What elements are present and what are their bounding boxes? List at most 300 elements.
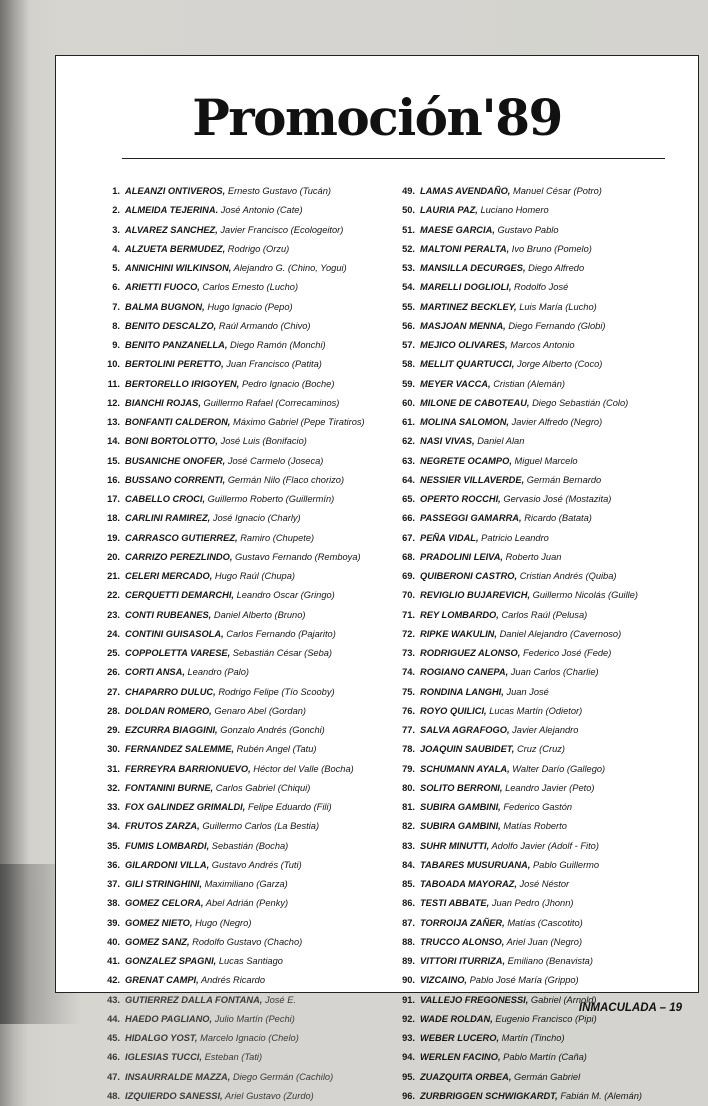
entry-number: 80.: [402, 782, 415, 793]
student-entry: [391, 856, 691, 875]
student-entry: [96, 298, 396, 317]
entry-number: 38.: [107, 898, 120, 909]
entry-surnames: BONI BORTOLOTTO,: [125, 436, 218, 447]
entry-surnames: RONDINA LANGHI,: [420, 686, 504, 697]
entry-given-names: Sebastián César (Seba): [232, 648, 333, 658]
entry-surnames: ROYO QUILICI,: [420, 705, 487, 716]
entry-given-names: Roberto Juan: [505, 551, 562, 562]
entry-given-names: José E.: [264, 994, 296, 1005]
student-entry: [96, 625, 396, 644]
entry-number: 44.: [107, 1013, 120, 1024]
entry-number: 94.: [402, 1052, 415, 1063]
entry-number: 92.: [402, 1013, 415, 1024]
student-list-right: [391, 182, 691, 1106]
entry-number: 91.: [402, 994, 415, 1005]
entry-number: 18.: [107, 513, 120, 524]
entry-number: 45.: [107, 1033, 120, 1043]
entry-given-names: Maximiliano (Garza): [204, 879, 288, 889]
entry-number: 69.: [402, 571, 415, 581]
entry-surnames: MILONE DE CABOTEAU,: [420, 397, 530, 408]
student-entry: [96, 991, 396, 1010]
entry-number: 16.: [107, 474, 120, 485]
entry-given-names: Federico José (Fede): [522, 648, 612, 658]
student-entry: [96, 702, 396, 721]
entry-number: 6.: [112, 282, 120, 293]
entry-number: 85.: [402, 879, 415, 889]
entry-number: 36.: [107, 859, 120, 870]
entry-surnames: BERTORELLO IRIGOYEN,: [125, 378, 240, 389]
student-entry: [391, 914, 691, 933]
entry-surnames: CERQUETTI DEMARCHI,: [125, 590, 234, 601]
entry-surnames: ALEANZI ONTIVEROS,: [125, 186, 226, 196]
entry-given-names: Julio Martín (Pechi): [214, 1013, 295, 1024]
entry-number: 39.: [107, 917, 120, 928]
student-entry: [391, 837, 691, 856]
entry-surnames: CHAPARRO DULUC,: [125, 686, 216, 697]
student-entry: [96, 663, 396, 682]
student-entry: [96, 413, 396, 432]
entry-surnames: RODRIGUEZ ALONSO,: [420, 648, 521, 658]
entry-given-names: José Luis (Bonifacio): [220, 436, 307, 447]
entry-given-names: Gustavo Fernando (Remboya): [235, 551, 361, 562]
entry-number: 11.: [107, 378, 120, 389]
entry-given-names: Marcelo Ignacio (Chelo): [200, 1033, 299, 1043]
student-entry: [391, 182, 691, 201]
entry-given-names: Carlos Gabriel (Chiqui): [215, 782, 311, 793]
entry-surnames: SALVA AGRAFOGO,: [420, 725, 510, 735]
entry-surnames: PASSEGGI GAMARRA,: [420, 513, 522, 524]
entry-surnames: ZUAZQUITA ORBEA,: [420, 1071, 512, 1082]
entry-number: 27.: [107, 686, 120, 697]
student-entry: [96, 817, 396, 836]
entry-surnames: CARLINI RAMIREZ,: [125, 513, 211, 524]
entry-number: 52.: [402, 243, 415, 254]
entry-given-names: Rodolfo Gustavo (Chacho): [192, 936, 303, 947]
entry-number: 71.: [402, 609, 415, 620]
student-entry: [391, 529, 691, 548]
student-entry: [96, 221, 396, 240]
entry-surnames: NASI VIVAS,: [420, 436, 475, 447]
entry-surnames: SCHUMANN AYALA,: [420, 763, 510, 774]
entry-number: 55.: [402, 301, 415, 312]
entry-given-names: Luis María (Lucho): [519, 301, 597, 312]
student-entry: [96, 278, 396, 297]
entry-number: 10.: [107, 359, 120, 370]
entry-number: 22.: [107, 590, 120, 601]
entry-given-names: Lucas Santiago: [218, 956, 283, 966]
entry-surnames: CORTI ANSA,: [125, 667, 185, 678]
entry-number: 48.: [107, 1090, 120, 1101]
entry-given-names: Esteban (Tati): [204, 1052, 263, 1063]
entry-given-names: Andrés Ricardo: [200, 975, 266, 986]
student-entry: [391, 317, 691, 336]
page-title: Promoción'89: [192, 88, 562, 147]
entry-number: 77.: [402, 725, 415, 735]
entry-given-names: Diego Fernando (Globi): [508, 320, 606, 331]
entry-surnames: REY LOMBARDO,: [420, 609, 499, 620]
student-entry: [391, 817, 691, 836]
entry-surnames: GILI STRINGHINI,: [125, 879, 202, 889]
entry-number: 95.: [402, 1071, 415, 1082]
entry-surnames: WERLEN FACINO,: [420, 1052, 501, 1063]
student-list-left: [96, 182, 396, 1106]
entry-number: 31.: [107, 763, 120, 774]
student-entry: [96, 933, 396, 952]
entry-number: 41.: [107, 956, 120, 966]
entry-number: 17.: [107, 494, 120, 504]
student-entry: [391, 490, 691, 509]
entry-given-names: Federico Gastón: [503, 802, 573, 812]
student-entry: [391, 779, 691, 798]
student-entry: [96, 394, 396, 413]
entry-number: 67.: [402, 532, 415, 543]
entry-surnames: FONTANINI BURNE,: [125, 782, 214, 793]
entry-surnames: REVIGLIO BUJAREVICH,: [420, 590, 531, 601]
entry-number: 59.: [402, 378, 415, 389]
entry-number: 87.: [402, 917, 415, 928]
entry-given-names: Marcos Antonio: [510, 340, 575, 350]
entry-given-names: Leandro (Palo): [187, 667, 250, 678]
entry-given-names: José Néstor: [519, 879, 570, 889]
entry-number: 70.: [402, 590, 415, 601]
entry-given-names: Germán Bernardo: [526, 474, 602, 485]
entry-number: 82.: [402, 821, 415, 832]
student-entry: [391, 798, 691, 817]
student-entry: [96, 1068, 396, 1087]
student-entry: [96, 567, 396, 586]
entry-number: 89.: [402, 956, 415, 966]
student-entry: [391, 509, 691, 528]
entry-surnames: FERREYRA BARRIONUEVO,: [125, 763, 251, 774]
entry-given-names: Pablo Guillermo: [532, 859, 600, 870]
entry-given-names: Martín (Tincho): [501, 1033, 565, 1043]
entry-given-names: Diego Sebastián (Colo): [532, 397, 629, 408]
entry-number: 9.: [112, 340, 120, 350]
entry-surnames: TRUCCO ALONSO,: [420, 936, 505, 947]
entry-given-names: Felipe Eduardo (Fili): [247, 802, 332, 812]
entry-surnames: RIPKE WAKULIN,: [420, 628, 497, 639]
student-entry: [391, 606, 691, 625]
entry-surnames: MALTONI PERALTA,: [420, 243, 510, 254]
student-entry: [96, 586, 396, 605]
entry-number: 62.: [402, 436, 415, 447]
student-entry: [96, 779, 396, 798]
student-entry: [96, 317, 396, 336]
entry-number: 1.: [112, 186, 120, 196]
entry-given-names: Matías Roberto: [503, 821, 567, 832]
title-divider: [122, 158, 665, 159]
entry-surnames: BERTOLINI PERETTO,: [125, 359, 224, 370]
entry-surnames: GILARDONI VILLA,: [125, 859, 210, 870]
entry-surnames: VIZCAINO,: [420, 975, 468, 986]
entry-surnames: MOLINA SALOMON,: [420, 417, 510, 427]
student-entry: [96, 1048, 396, 1067]
entry-surnames: EZCURRA BIAGGINI,: [125, 725, 218, 735]
entry-given-names: Sebastián (Bocha): [211, 840, 289, 851]
entry-number: 86.: [402, 898, 415, 909]
student-entry: [391, 933, 691, 952]
entry-number: 58.: [402, 359, 415, 370]
student-entry: [391, 586, 691, 605]
student-entry: [96, 509, 396, 528]
entry-given-names: Ariel Gustavo (Zurdo): [224, 1090, 314, 1101]
entry-surnames: BIANCHI ROJAS,: [125, 397, 201, 408]
entry-given-names: Raúl Armando (Chivo): [218, 320, 311, 331]
entry-surnames: ROGIANO CANEPA,: [420, 667, 509, 678]
entry-number: 60.: [402, 397, 415, 408]
entry-number: 68.: [402, 551, 415, 562]
entry-surnames: OPERTO ROCCHI,: [420, 494, 501, 504]
entry-surnames: BUSANICHE ONOFER,: [125, 455, 226, 466]
entry-surnames: TABOADA MAYORAZ,: [420, 879, 517, 889]
entry-given-names: Cristian Andrés (Quiba): [519, 571, 617, 581]
entry-surnames: SUBIRA GAMBINI,: [420, 821, 501, 832]
entry-number: 30.: [107, 744, 120, 755]
entry-number: 3.: [112, 224, 120, 235]
student-entry: [391, 452, 691, 471]
entry-number: 96.: [402, 1090, 415, 1101]
entry-given-names: Daniel Alan: [477, 436, 525, 447]
entry-number: 64.: [402, 474, 415, 485]
entry-surnames: GOMEZ CELORA,: [125, 898, 204, 909]
entry-surnames: MELLIT QUARTUCCI,: [420, 359, 515, 370]
student-entry: [391, 760, 691, 779]
student-entry: [96, 240, 396, 259]
entry-surnames: MASJOAN MENNA,: [420, 320, 506, 331]
student-entry: [391, 952, 691, 971]
entry-number: 76.: [402, 705, 415, 716]
entry-given-names: Germán Nilo (Flaco chorizo): [227, 474, 345, 485]
student-entry: [391, 394, 691, 413]
entry-surnames: LAURIA PAZ,: [420, 205, 478, 216]
entry-surnames: FERNANDEZ SALEMME,: [125, 744, 234, 755]
entry-given-names: Eugenio Francisco (Pipi): [495, 1013, 597, 1024]
entry-surnames: PEÑA VIDAL,: [420, 532, 479, 543]
student-entry: [96, 914, 396, 933]
student-entry: [96, 952, 396, 971]
entry-given-names: Pablo Martín (Caña): [503, 1052, 587, 1063]
student-entry: [391, 663, 691, 682]
entry-given-names: Pablo José María (Grippo): [469, 975, 579, 986]
student-entry: [96, 259, 396, 278]
entry-surnames: FOX GALINDEZ GRIMALDI,: [125, 802, 246, 812]
entry-surnames: GOMEZ SANZ,: [125, 936, 190, 947]
entry-surnames: GOMEZ NIETO,: [125, 917, 193, 928]
student-entry: [391, 298, 691, 317]
entry-number: 23.: [107, 609, 120, 620]
entry-given-names: Daniel Alberto (Bruno): [213, 609, 306, 620]
entry-given-names: Ernesto Gustavo (Tucán): [227, 186, 331, 196]
entry-surnames: SUHR MINUTTI,: [420, 840, 490, 851]
entry-surnames: NESSIER VILLAVERDE,: [420, 474, 525, 485]
entry-given-names: Diego Germán (Cachilo): [232, 1071, 334, 1082]
student-entry: [96, 875, 396, 894]
entry-number: 28.: [107, 705, 120, 716]
entry-number: 47.: [107, 1071, 120, 1082]
entry-surnames: BENITO PANZANELLA,: [125, 340, 228, 350]
student-entry: [391, 413, 691, 432]
entry-number: 8.: [112, 320, 120, 331]
entry-given-names: Leandro Javier (Peto): [505, 782, 595, 793]
entry-given-names: Manuel César (Potro): [512, 186, 602, 196]
entry-given-names: Hugo Ignacio (Pepo): [207, 301, 293, 312]
entry-surnames: CONTI RUBEANES,: [125, 609, 212, 620]
entry-given-names: Javier Alfredo (Negro): [511, 417, 603, 427]
student-entry: [391, 702, 691, 721]
entry-number: 57.: [402, 340, 415, 350]
entry-surnames: INSAURRALDE MAZZA,: [125, 1071, 231, 1082]
entry-surnames: NEGRETE OCAMPO,: [420, 455, 512, 466]
student-entry: [391, 201, 691, 220]
entry-given-names: Ramiro (Chupete): [240, 532, 315, 543]
entry-surnames: SOLITO BERRONI,: [420, 782, 503, 793]
entry-given-names: Jorge Alberto (Coco): [516, 359, 603, 370]
entry-given-names: Leandro Oscar (Gringo): [236, 590, 335, 601]
entry-surnames: GONZALEZ SPAGNI,: [125, 956, 217, 966]
student-entry: [96, 375, 396, 394]
student-entry: [96, 894, 396, 913]
entry-surnames: HIDALGO YOST,: [125, 1033, 198, 1043]
student-entry: [391, 567, 691, 586]
entry-surnames: ARIETTI FUOCO,: [125, 282, 200, 293]
student-entry: [96, 837, 396, 856]
entry-surnames: ANNICHINI WILKINSON,: [125, 263, 232, 273]
student-entry: [96, 201, 396, 220]
entry-surnames: WEBER LUCERO,: [420, 1033, 500, 1043]
entry-surnames: MAESE GARCIA,: [420, 224, 495, 235]
student-entry: [96, 856, 396, 875]
entry-number: 7.: [112, 301, 120, 312]
entry-given-names: Juan Carlos (Charlie): [510, 667, 599, 678]
entry-surnames: BONFANTI CALDERON,: [125, 417, 231, 427]
student-entry: [391, 240, 691, 259]
entry-given-names: Javier Alejandro: [512, 725, 579, 735]
entry-number: 74.: [402, 667, 415, 678]
entry-surnames: SUBIRA GAMBINI,: [420, 802, 501, 812]
entry-given-names: Juan Francisco (Patita): [226, 359, 322, 370]
entry-given-names: Gonzalo Andrés (Gonchi): [220, 725, 325, 735]
entry-number: 73.: [402, 648, 415, 658]
student-entry: [96, 336, 396, 355]
student-entry: [391, 644, 691, 663]
student-entry: [391, 971, 691, 990]
student-entry: [391, 221, 691, 240]
entry-given-names: Héctor del Valle (Bocha): [253, 763, 354, 774]
entry-surnames: PRADOLINI LEIVA,: [420, 551, 503, 562]
student-entry: [96, 529, 396, 548]
entry-given-names: Ivo Bruno (Pomelo): [511, 243, 592, 254]
entry-given-names: Cruz (Cruz): [516, 744, 565, 755]
entry-given-names: Cristian (Alemán): [493, 378, 565, 389]
entry-surnames: TESTI ABBATE,: [420, 898, 490, 909]
entry-given-names: Lucas Martín (Odietor): [489, 705, 583, 716]
entry-number: 12.: [107, 397, 120, 408]
student-entry: [391, 471, 691, 490]
entry-surnames: VALLEJO FREGONESSI,: [420, 994, 529, 1005]
entry-given-names: Guillermo Rafael (Correcaminos): [203, 397, 340, 408]
entry-given-names: Gabriel (Arnold): [530, 994, 597, 1005]
entry-given-names: Rodrigo Felipe (Tío Scooby): [218, 686, 335, 697]
entry-given-names: Rodrigo (Orzu): [227, 243, 290, 254]
entry-surnames: IZQUIERDO SANESSI,: [125, 1090, 223, 1101]
entry-number: 43.: [107, 994, 120, 1005]
entry-number: 88.: [402, 936, 415, 947]
student-entry: [391, 336, 691, 355]
student-entry: [391, 375, 691, 394]
entry-given-names: José Carmelo (Joseca): [227, 455, 324, 466]
entry-given-names: Diego Ramón (Monchi): [230, 340, 326, 350]
student-entry: [96, 355, 396, 374]
entry-number: 32.: [107, 782, 120, 793]
entry-number: 83.: [402, 840, 415, 851]
entry-given-names: Juan Pedro (Jhonn): [491, 898, 574, 909]
entry-given-names: Guillermo Nicolás (Guille): [532, 590, 639, 601]
student-entry: [391, 1029, 691, 1048]
entry-surnames: MEYER VACCA,: [420, 378, 491, 389]
entry-number: 79.: [402, 763, 415, 774]
entry-given-names: Javier Francisco (Ecologeitor): [220, 224, 344, 235]
entry-surnames: MANSILLA DECURGES,: [420, 263, 526, 273]
student-entry: [391, 740, 691, 759]
entry-number: 19.: [107, 532, 120, 543]
entry-number: 34.: [107, 821, 120, 832]
student-entry: [96, 721, 396, 740]
entry-surnames: MEJICO OLIVARES,: [420, 340, 508, 350]
entry-given-names: Fabián M. (Alemán): [560, 1090, 642, 1101]
student-entry: [391, 259, 691, 278]
entry-given-names: Hugo (Negro): [195, 917, 252, 928]
student-entry: [96, 971, 396, 990]
entry-surnames: COPPOLETTA VARESE,: [125, 648, 231, 658]
entry-surnames: CABELLO CROCI,: [125, 494, 206, 504]
student-entry: [391, 683, 691, 702]
student-entry: [391, 894, 691, 913]
entry-number: 35.: [107, 840, 120, 851]
entry-number: 66.: [402, 513, 415, 524]
entry-given-names: Ricardo (Batata): [524, 513, 592, 524]
entry-given-names: Emiliano (Benavista): [507, 956, 593, 966]
entry-number: 53.: [402, 263, 415, 273]
entry-number: 2.: [112, 205, 120, 216]
entry-given-names: Guillermo Roberto (Guillermín): [207, 494, 335, 504]
entry-surnames: CELERI MERCADO,: [125, 571, 213, 581]
entry-number: 5.: [112, 263, 120, 273]
student-entry: [96, 740, 396, 759]
entry-surnames: ALVAREZ SANCHEZ,: [125, 224, 218, 235]
entry-surnames: ZURBRIGGEN SCHWIGKARDT,: [420, 1090, 558, 1101]
student-entry: [96, 1029, 396, 1048]
student-entry: [96, 452, 396, 471]
student-entry: [96, 644, 396, 663]
entry-number: 90.: [402, 975, 415, 986]
page-footer: INMACULADA – 19: [578, 1002, 682, 1014]
entry-number: 51.: [402, 224, 415, 235]
entry-number: 13.: [107, 417, 120, 427]
student-entry: [391, 355, 691, 374]
entry-given-names: Diego Alfredo: [528, 263, 585, 273]
entry-given-names: José Antonio (Cate): [220, 205, 303, 216]
entry-surnames: JOAQUIN SAUBIDET,: [420, 744, 515, 755]
student-entry: [391, 1087, 691, 1106]
student-entry: [96, 182, 396, 201]
entry-surnames: BENITO DESCALZO,: [125, 320, 217, 331]
entry-given-names: Daniel Alejandro (Cavernoso): [499, 628, 622, 639]
student-entry: [391, 875, 691, 894]
entry-number: 14.: [107, 436, 120, 447]
entry-surnames: ALMEIDA TEJERINA.: [125, 205, 219, 216]
entry-surnames: WADE ROLDAN,: [420, 1013, 493, 1024]
entry-given-names: Juan José: [506, 686, 549, 697]
